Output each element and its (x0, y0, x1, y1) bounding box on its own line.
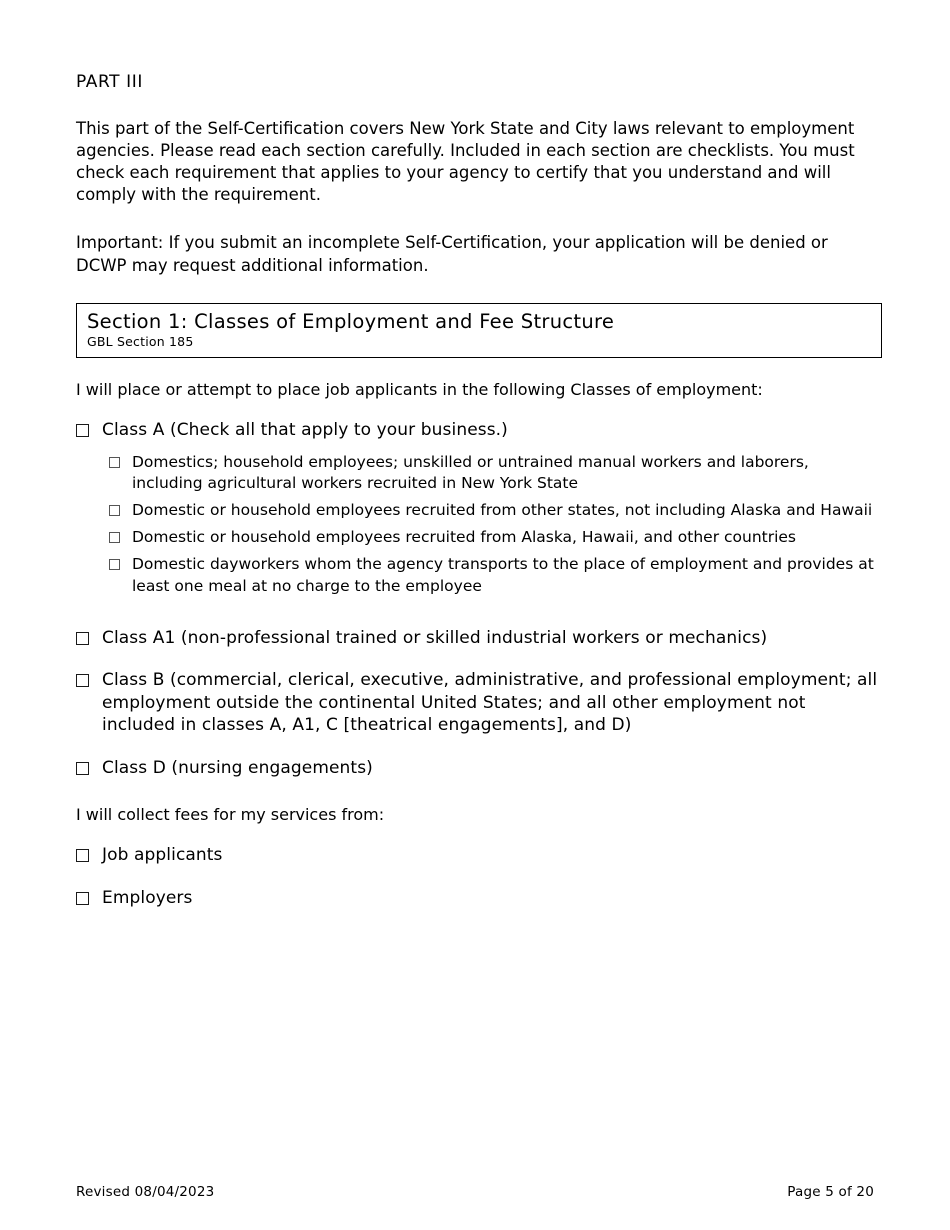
checkbox-job-applicants[interactable] (76, 849, 89, 862)
checkbox-row-job-applicants[interactable] (76, 844, 882, 866)
checkbox-class-a-sub-4[interactable] (109, 559, 120, 570)
label-class-a-sub-3: Domestic or household employees recruited from Alaska, Hawaii, and other countries (132, 528, 797, 547)
label-class-a-sub-4: Domestic dayworkers whom the agency transports to the place of employment and provides at least one meal at no charge to the employee (132, 555, 874, 595)
checkbox-row-class-a-sub-1[interactable] (109, 452, 882, 494)
checkbox-class-d[interactable] (76, 762, 89, 775)
spacer (76, 597, 882, 607)
footer-revised-date: Revised 08/04/2023 (76, 1184, 215, 1200)
important-paragraph: Important: If you submit an incomplete Self-Certification, your application will be denied or DCWP may request additional information. (76, 233, 828, 275)
page-content (76, 72, 882, 909)
label-class-b: Class B (commercial, clerical, executive, administrative, and professional employment; all employment outside the continental United States; and all other employment not included in classes A, A1, C [theatrical engagements], and D) (102, 670, 878, 736)
checkbox-row-class-a[interactable] (76, 419, 882, 441)
label-employers: Employers (102, 887, 193, 908)
label-class-d: Class D (nursing engagements) (102, 757, 373, 778)
section-citation: GBL Section 185 (87, 334, 194, 350)
checkbox-employers[interactable] (76, 892, 89, 905)
checkbox-class-a-sub-1[interactable] (109, 457, 120, 468)
class-a-sub-list (109, 452, 882, 597)
checkbox-row-employers[interactable] (76, 887, 882, 909)
intro-paragraph: This part of the Self-Certification covers New York State and City laws relevant to employment agencies. Please read each section carefully. Included in each section are checklists. You must check each requirement that applies to your agency to certify that you understand and will comply with the requirement. (76, 119, 855, 205)
checkbox-row-class-b[interactable] (76, 669, 882, 736)
checkbox-row-class-a-sub-3[interactable] (109, 527, 882, 548)
placement-lead-text: I will place or attempt to place job applicants in the following Classes of employment: (76, 380, 763, 400)
section-header-box (76, 303, 882, 358)
checkbox-row-class-a-sub-2[interactable] (109, 500, 882, 521)
checkbox-class-a-sub-2[interactable] (109, 505, 120, 516)
label-class-a1: Class A1 (non-professional trained or skilled industrial workers or mechanics) (102, 627, 768, 648)
label-class-a-sub-1: Domestics; household employees; unskilled or untrained manual workers and laborers, including agricultural workers recruited in New York State (132, 452, 809, 492)
part-title: PART III (76, 72, 143, 92)
label-class-a: Class A (Check all that apply to your business.) (102, 420, 508, 441)
checkbox-class-a[interactable] (76, 424, 89, 437)
section-title: Section 1: Classes of Employment and Fee Structure (87, 309, 615, 333)
checkbox-class-b[interactable] (76, 674, 89, 687)
checkbox-row-class-d[interactable] (76, 757, 882, 779)
footer-page-number: Page 5 of 20 (787, 1184, 874, 1200)
label-class-a-sub-2: Domestic or household employees recruited from other states, not including Alaska and Hawaii (132, 501, 873, 519)
page-footer (76, 1184, 874, 1200)
label-job-applicants: Job applicants (102, 845, 223, 866)
checkbox-row-class-a1[interactable] (76, 627, 882, 649)
fees-lead-text: I will collect fees for my services from: (76, 805, 385, 825)
checkbox-class-a1[interactable] (76, 632, 89, 645)
checkbox-class-a-sub-3[interactable] (109, 532, 120, 543)
checkbox-row-class-a-sub-4[interactable] (109, 554, 882, 596)
